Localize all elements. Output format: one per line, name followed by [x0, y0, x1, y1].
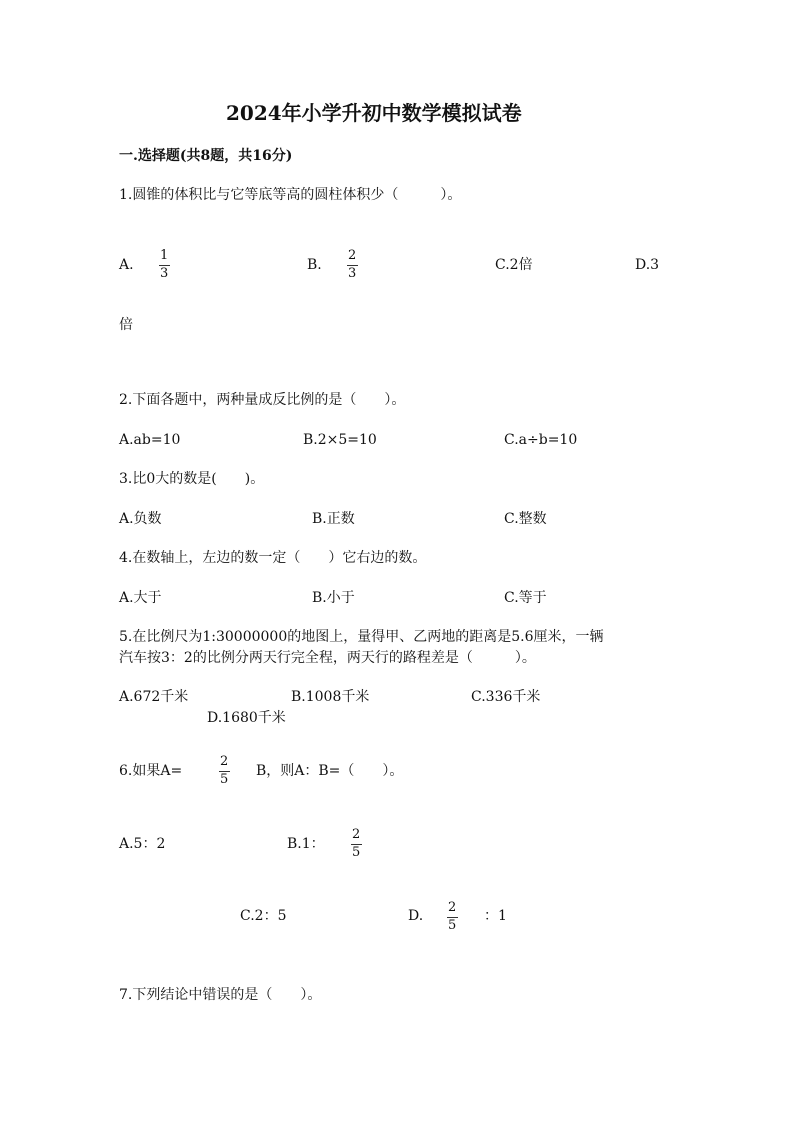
- question-stem-line-1: 5.在比例尺为1:30000000的地图上，量得甲、乙两地的距离是5.6厘米，一辆: [119, 629, 604, 645]
- fraction-numerator: 1: [160, 248, 169, 263]
- option-b-label: B.1：: [287, 836, 325, 852]
- question-stem-prefix: 6.如果A=: [119, 763, 183, 779]
- question-stem: 3.比0大的数是( )。: [119, 471, 265, 487]
- fraction-denominator: 5: [448, 918, 457, 933]
- option-b-label: B.: [307, 257, 322, 273]
- option-a: A.大于: [119, 590, 162, 606]
- option-b-fraction: [350, 828, 362, 860]
- question-stem: 4.在数轴上，左边的数一定（ ）它右边的数。: [119, 550, 427, 566]
- fraction-denominator: 3: [348, 266, 357, 281]
- fraction-denominator: 3: [160, 266, 169, 281]
- option-a: A.ab=10: [119, 432, 181, 448]
- option-d-fraction: [446, 901, 458, 933]
- option-c: C.2倍: [495, 257, 533, 273]
- option-c: C.等于: [504, 590, 547, 606]
- stem-fraction: [218, 755, 230, 787]
- question-stem-suffix: B，则A：B=（ ）。: [256, 763, 404, 779]
- fraction-denominator: 5: [352, 845, 361, 860]
- option-a: A.672千米: [119, 689, 189, 705]
- option-b-fraction: [346, 249, 358, 281]
- page-title: 2024年小学升初中数学模拟试卷: [226, 101, 522, 125]
- option-a: A.5：2: [119, 836, 166, 852]
- fraction-numerator: 2: [448, 900, 457, 915]
- option-d-continuation: 倍: [119, 317, 133, 333]
- question-stem: 1.圆锥的体积比与它等底等高的圆柱体积少（ ）。: [119, 187, 462, 203]
- option-d: D.1680千米: [207, 710, 286, 726]
- question-stem: 7.下列结论中错误的是（ ）。: [119, 987, 322, 1003]
- question-stem: 2.下面各题中，两种量成反比例的是（ ）。: [119, 392, 406, 408]
- option-c: C.整数: [504, 511, 547, 527]
- option-c: C.336千米: [471, 689, 541, 705]
- fraction-numerator: 2: [220, 754, 229, 769]
- option-b: B.正数: [312, 511, 355, 527]
- option-b: B.2×5=10: [303, 432, 377, 448]
- option-c: C.a÷b=10: [504, 432, 578, 448]
- section-heading: 一.选择题(共8题，共16分): [119, 148, 293, 164]
- option-b: B.1008千米: [291, 689, 370, 705]
- option-d-suffix: ：1: [484, 908, 507, 924]
- fraction-denominator: 5: [220, 772, 229, 787]
- option-d-label: D.: [408, 908, 424, 924]
- option-c: C.2：5: [240, 908, 287, 924]
- option-b: B.小于: [312, 590, 355, 606]
- option-d: D.3: [635, 257, 660, 273]
- question-stem-line-2: 汽车按3：2的比例分两天行完全程，两天行的路程差是（ ）。: [119, 650, 536, 666]
- fraction-numerator: 2: [348, 248, 357, 263]
- option-a-fraction: [158, 249, 170, 281]
- option-a-label: A.: [119, 257, 134, 273]
- option-a: A.负数: [119, 511, 162, 527]
- fraction-numerator: 2: [352, 827, 361, 842]
